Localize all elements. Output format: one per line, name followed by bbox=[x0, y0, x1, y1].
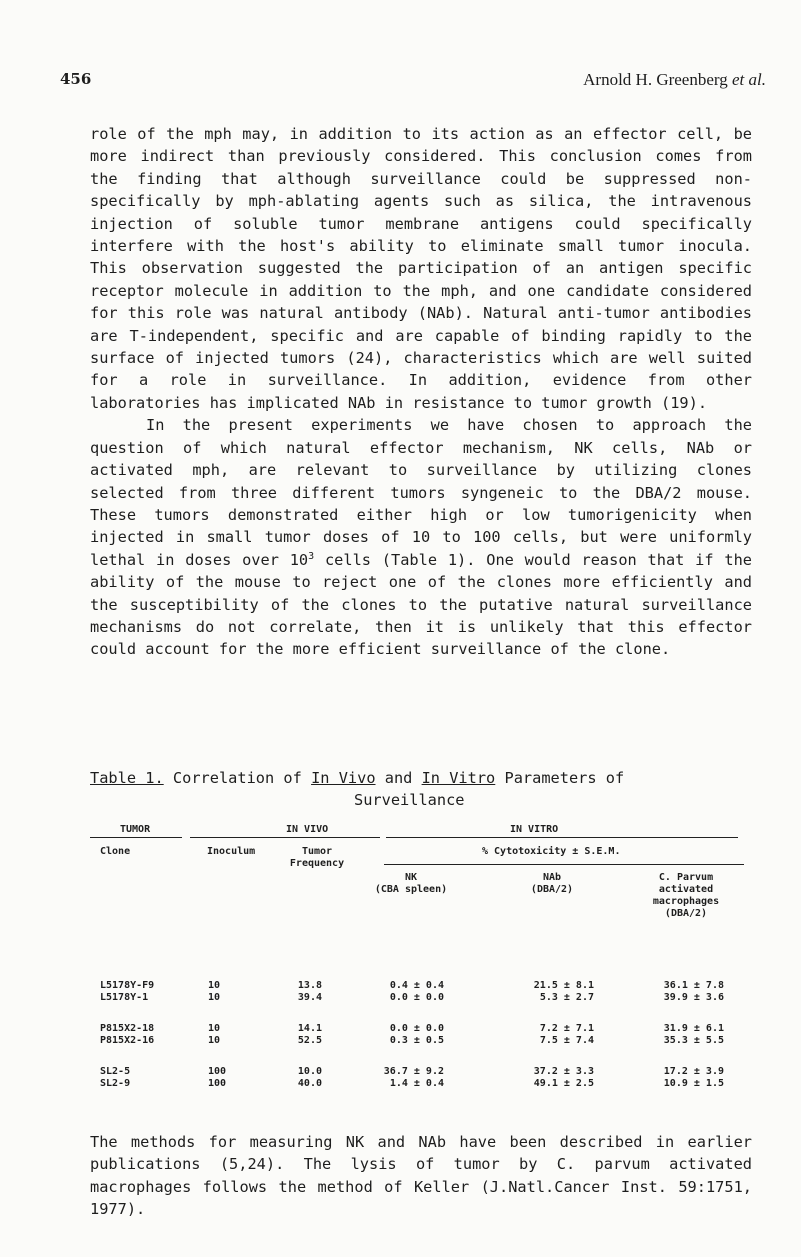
running-head-author: Arnold H. Greenberg et al. bbox=[583, 70, 766, 89]
col-header-clone: Clone bbox=[100, 846, 131, 857]
page-number: 456 bbox=[60, 70, 92, 88]
body-text bbox=[90, 123, 752, 661]
table-cell-nk: 0.4 ± 0.4 bbox=[389, 980, 444, 991]
table-cell-nk: 36.7 ± 9.2 bbox=[383, 1066, 444, 1077]
table-cell-inoculum: 100 bbox=[208, 1066, 227, 1077]
paragraph-2: In the present experiments we have chosen to approach the question of which natural effector mechanism, NK cells, NAb or activated mph, are relevant to surveillance by utilizing clones selected from three different tumors syngeneic to the DBA/2 mouse. These tumors demonstrated either high or low tumorigenicity when injected in small tumor doses of 10 to 100 cells, but were uniformly lethal in doses over $10^3$ cells (Table 1). One would reason that if the ability of the mouse to reject one of the clones more efficiently and the susceptibility of the clones to the putative natural surveillance mechanisms do not correlate, then it is unlikely that this effector could account for the more efficient surveillance of the clone. bbox=[90, 416, 753, 659]
group-header-in-vitro: IN VITRO bbox=[510, 824, 559, 835]
table-cell-cp: 10.9 ± 1.5 bbox=[663, 1078, 724, 1089]
table-cell-nk: 0.0 ± 0.0 bbox=[389, 992, 444, 1003]
table-label: Table 1. bbox=[90, 769, 164, 787]
subheader-nk: NK (CBA spleen) bbox=[374, 872, 448, 895]
table-cell-freq: 40.0 bbox=[297, 1078, 322, 1089]
paragraph-1: role of the mph may, in addition to its action as an effector cell, be more indirect than previously considered. This conclusion comes from the finding that although surveillance could be suppressed non-specifically by mph-ablating agents such as silica, the intravenous injection of soluble tumor membrane antigens could specifically interfere with the host's ability to eliminate small tumor inocula. This observation suggested the participation of an antigen specific receptor molecule in addition to the mph, and one candidate considered for this role was natural antibody (NAb). Natural anti-tumor antibodies are T-independent, specific and are capable of binding rapidly to the surface of injected tumors (24), characteristics which are well suited for a role in surveillance. In addition, evidence from other laboratories has implicated NAb in resistance to tumor growth (19). bbox=[90, 125, 752, 412]
table-cell-clone: L5178Y-1 bbox=[100, 992, 149, 1003]
table-cell-nk: 1.4 ± 0.4 bbox=[389, 1078, 444, 1089]
table-cell-nab: 21.5 ± 8.1 bbox=[533, 980, 594, 991]
table-cell-nab: 7.5 ± 7.4 bbox=[539, 1035, 594, 1046]
table-footnote: The methods for measuring NK and NAb have been described in earlier publications (5,24). The lysis of tumor by C. parvum activated macrophages follows the method of Keller (J.Natl.Cancer Inst. 59:1751, 1977). bbox=[90, 1133, 752, 1219]
table-cell-freq: 52.5 bbox=[297, 1035, 322, 1046]
table-cell-cp: 31.9 ± 6.1 bbox=[663, 1023, 724, 1034]
table-cell-inoculum: 100 bbox=[208, 1078, 227, 1089]
table-cell-freq: 10.0 bbox=[297, 1066, 322, 1077]
subheader-nab: NAb (DBA/2) bbox=[530, 872, 574, 895]
table-cell-freq: 14.1 bbox=[297, 1023, 322, 1034]
table-cell-cp: 39.9 ± 3.6 bbox=[663, 992, 724, 1003]
table-cell-clone: P815X2-18 bbox=[100, 1023, 155, 1034]
table-cell-inoculum: 10 bbox=[208, 980, 221, 991]
table-cell-clone: P815X2-16 bbox=[100, 1035, 155, 1046]
table-cell-inoculum: 10 bbox=[208, 1035, 221, 1046]
table-caption: Table 1. Correlation of In Vivo and In Vitro Parameters of Surveillance bbox=[90, 767, 752, 811]
table-cell-nk: 0.3 ± 0.5 bbox=[389, 1035, 444, 1046]
subheader-c-parvum: C. Parvum activated macrophages (DBA/2) bbox=[652, 872, 720, 919]
table-cell-clone: SL2-5 bbox=[100, 1066, 131, 1077]
col-header-tumor-frequency: Tumor Frequency bbox=[289, 846, 345, 869]
table-cell-cp: 35.3 ± 5.5 bbox=[663, 1035, 724, 1046]
col-header-cytotoxicity: % Cytotoxicity ± S.E.M. bbox=[482, 846, 621, 857]
table-cell-nk: 0.0 ± 0.0 bbox=[389, 1023, 444, 1034]
table-cell-inoculum: 10 bbox=[208, 1023, 221, 1034]
table-cell-inoculum: 10 bbox=[208, 992, 221, 1003]
table-cell-freq: 39.4 bbox=[297, 992, 322, 1003]
table-cell-cp: 17.2 ± 3.9 bbox=[663, 1066, 724, 1077]
page-header bbox=[60, 70, 772, 94]
table-cell-clone: L5178Y-F9 bbox=[100, 980, 155, 991]
col-header-inoculum: Inoculum bbox=[207, 846, 256, 857]
table-cell-clone: SL2-9 bbox=[100, 1078, 131, 1089]
table-cell-cp: 36.1 ± 7.8 bbox=[663, 980, 724, 991]
table-cell-nab: 5.3 ± 2.7 bbox=[539, 992, 594, 1003]
table-cell-nab: 37.2 ± 3.3 bbox=[533, 1066, 594, 1077]
table-cell-nab: 49.1 ± 2.5 bbox=[533, 1078, 594, 1089]
group-header-in-vivo: IN VIVO bbox=[286, 824, 329, 835]
table-cell-nab: 7.2 ± 7.1 bbox=[539, 1023, 594, 1034]
table-cell-freq: 13.8 bbox=[297, 980, 322, 991]
table-title-line-2: Surveillance bbox=[354, 791, 465, 809]
group-header-tumor: TUMOR bbox=[120, 824, 151, 835]
